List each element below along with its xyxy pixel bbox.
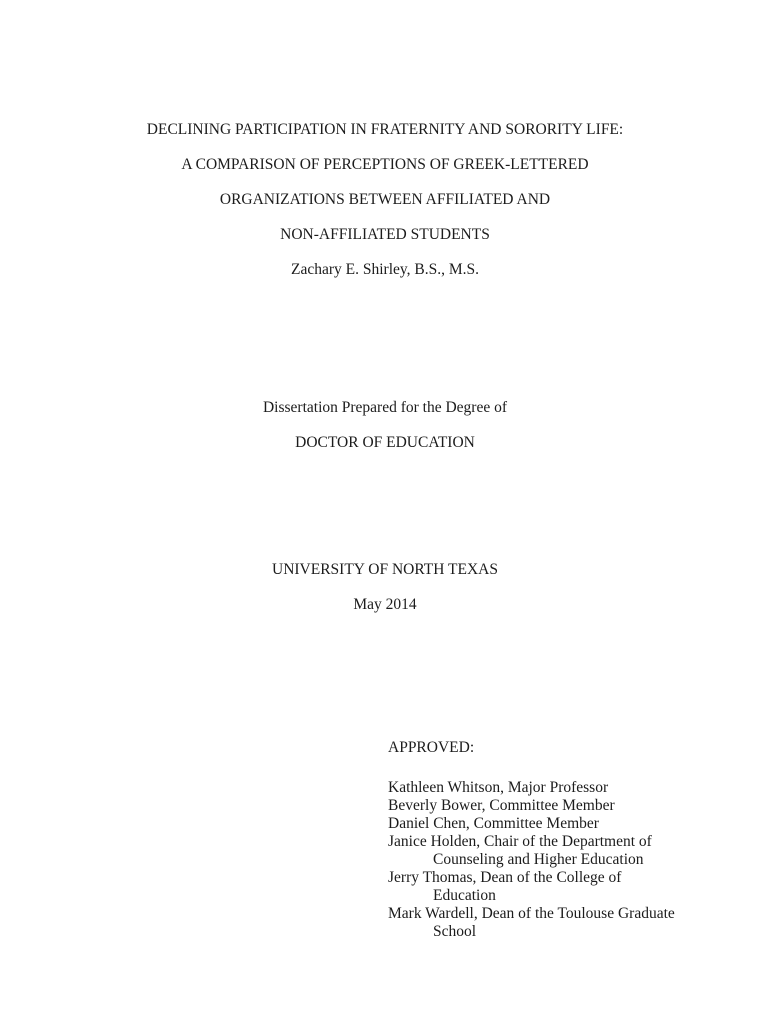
committee-list [388, 779, 688, 941]
title-line-1: DECLINING PARTICIPATION IN FRATERNITY AND SORORITY LIFE: [146, 121, 624, 138]
title-line-3: ORGANIZATIONS BETWEEN AFFILIATED AND [219, 191, 551, 208]
author-name: Zachary E. Shirley, B.S., M.S. [291, 261, 479, 278]
committee-member-2: Daniel Chen, Committee Member [388, 815, 599, 832]
degree-block [0, 390, 770, 460]
degree-name: DOCTOR OF EDUCATION [295, 434, 475, 451]
college-dean-line-2: Education [433, 887, 496, 904]
title-block [0, 112, 770, 287]
title-line-2: A COMPARISON OF PERCEPTIONS OF GREEK-LETTERED [181, 156, 589, 173]
college-dean-line-1: Jerry Thomas, Dean of the College of [388, 869, 622, 886]
committee-member-major-professor: Kathleen Whitson, Major Professor [388, 779, 609, 796]
publication-date: May 2014 [353, 596, 417, 613]
committee-member-1: Beverly Bower, Committee Member [388, 797, 615, 814]
approval-block [388, 734, 688, 941]
approved-heading: APPROVED: [388, 739, 475, 756]
degree-preamble: Dissertation Prepared for the Degree of [262, 399, 508, 416]
institution-block [0, 552, 770, 622]
department-chair-line-1: Janice Holden, Chair of the Department of [388, 833, 652, 850]
graduate-school-dean-line-1: Mark Wardell, Dean of the Toulouse Graduate [388, 905, 675, 922]
title-line-4: NON-AFFILIATED STUDENTS [280, 226, 490, 243]
university-name: UNIVERSITY OF NORTH TEXAS [272, 561, 498, 578]
graduate-school-dean-line-2: School [433, 923, 477, 940]
department-chair-line-2: Counseling and Higher Education [433, 851, 644, 868]
